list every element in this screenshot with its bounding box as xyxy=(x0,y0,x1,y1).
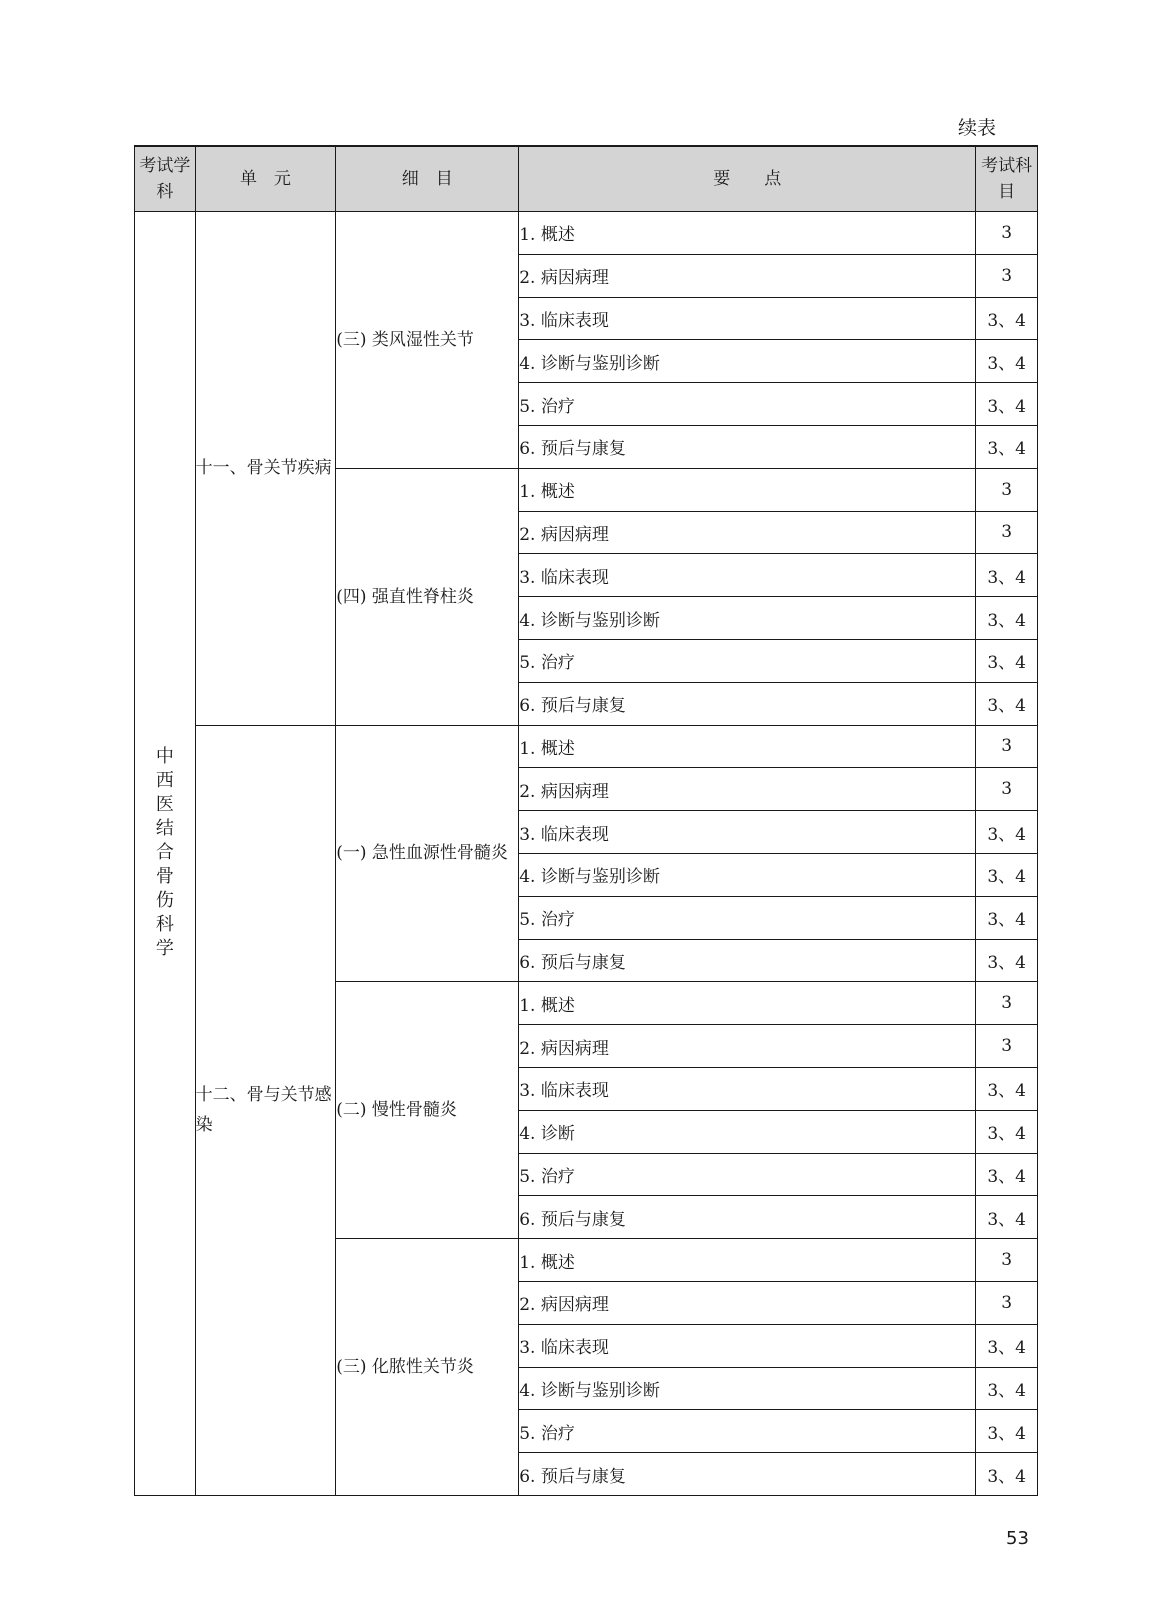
unit-cell: 十二、骨与关节感染 xyxy=(195,725,336,1495)
exam-subject-cell: 3、4 xyxy=(976,340,1038,383)
point-cell: 4. 诊断与鉴别诊断 xyxy=(519,597,976,640)
exam-subject-cell: 3、4 xyxy=(976,425,1038,468)
point-cell: 3. 临床表现 xyxy=(519,554,976,597)
header-detail: 细 目 xyxy=(336,146,519,212)
point-cell: 2. 病因病理 xyxy=(519,254,976,297)
exam-subject-cell: 3、4 xyxy=(976,1153,1038,1196)
subject-name: 中西医结合骨伤科学 xyxy=(155,746,174,960)
point-cell: 2. 病因病理 xyxy=(519,1025,976,1068)
point-cell: 3. 临床表现 xyxy=(519,297,976,340)
header-subject: 考试学科 xyxy=(135,146,196,212)
page-number: 53 xyxy=(1006,1528,1029,1549)
point-cell: 6. 预后与康复 xyxy=(519,682,976,725)
point-cell: 6. 预后与康复 xyxy=(519,425,976,468)
exam-subject-cell: 3、4 xyxy=(976,597,1038,640)
exam-subject-cell: 3 xyxy=(976,254,1038,297)
point-cell: 3. 临床表现 xyxy=(519,1067,976,1110)
point-cell: 2. 病因病理 xyxy=(519,768,976,811)
exam-subject-cell: 3 xyxy=(976,982,1038,1025)
point-cell: 4. 诊断与鉴别诊断 xyxy=(519,853,976,896)
point-cell: 2. 病因病理 xyxy=(519,1281,976,1324)
exam-subject-cell: 3 xyxy=(976,1239,1038,1282)
exam-subject-cell: 3、4 xyxy=(976,639,1038,682)
point-cell: 5. 治疗 xyxy=(519,896,976,939)
point-cell: 5. 治疗 xyxy=(519,383,976,426)
exam-subject-cell: 3、4 xyxy=(976,811,1038,854)
point-cell: 1. 概述 xyxy=(519,725,976,768)
detail-cell: (二) 慢性骨髓炎 xyxy=(336,982,519,1239)
exam-subject-cell: 3、4 xyxy=(976,939,1038,982)
exam-subject-cell: 3 xyxy=(976,1025,1038,1068)
unit-cell: 十一、骨关节疾病 xyxy=(195,212,336,726)
header-unit: 单 元 xyxy=(195,146,336,212)
point-cell: 5. 治疗 xyxy=(519,639,976,682)
point-cell: 3. 临床表现 xyxy=(519,811,976,854)
table-header-row xyxy=(135,146,1038,212)
continued-label: 续表 xyxy=(958,117,997,139)
exam-subject-cell: 3、4 xyxy=(976,1110,1038,1153)
point-cell: 6. 预后与康复 xyxy=(519,1196,976,1239)
table-row xyxy=(135,212,1038,255)
point-cell: 6. 预后与康复 xyxy=(519,939,976,982)
exam-subject-cell: 3、4 xyxy=(976,896,1038,939)
point-cell: 2. 病因病理 xyxy=(519,511,976,554)
point-cell: 5. 治疗 xyxy=(519,1153,976,1196)
point-cell: 4. 诊断 xyxy=(519,1110,976,1153)
exam-subject-cell: 3、4 xyxy=(976,1410,1038,1453)
exam-subject-cell: 3、4 xyxy=(976,383,1038,426)
syllabus-table xyxy=(134,145,1038,1496)
header-point: 要 点 xyxy=(519,146,976,212)
point-cell: 1. 概述 xyxy=(519,982,976,1025)
exam-subject-cell: 3、4 xyxy=(976,1453,1038,1496)
exam-subject-cell: 3、4 xyxy=(976,1196,1038,1239)
exam-subject-cell: 3、4 xyxy=(976,682,1038,725)
detail-cell: (四) 强直性脊柱炎 xyxy=(336,468,519,725)
detail-cell: (三) 化脓性关节炎 xyxy=(336,1239,519,1496)
exam-subject-cell: 3、4 xyxy=(976,554,1038,597)
point-cell: 1. 概述 xyxy=(519,212,976,255)
point-cell: 4. 诊断与鉴别诊断 xyxy=(519,1367,976,1410)
point-cell: 1. 概述 xyxy=(519,468,976,511)
exam-subject-cell: 3 xyxy=(976,768,1038,811)
exam-subject-cell: 3、4 xyxy=(976,1367,1038,1410)
table-body xyxy=(135,212,1038,1496)
detail-cell: (三) 类风湿性关节 xyxy=(336,212,519,469)
subject-cell xyxy=(135,212,196,1496)
exam-subject-cell: 3 xyxy=(976,1281,1038,1324)
exam-subject-cell: 3、4 xyxy=(976,1324,1038,1367)
exam-subject-cell: 3 xyxy=(976,212,1038,255)
exam-subject-cell: 3 xyxy=(976,511,1038,554)
point-cell: 1. 概述 xyxy=(519,1239,976,1282)
table-row xyxy=(135,725,1038,768)
exam-subject-cell: 3、4 xyxy=(976,297,1038,340)
header-exam-subject: 考试科目 xyxy=(976,146,1038,212)
point-cell: 4. 诊断与鉴别诊断 xyxy=(519,340,976,383)
point-cell: 6. 预后与康复 xyxy=(519,1453,976,1496)
exam-subject-cell: 3 xyxy=(976,468,1038,511)
detail-cell: (一) 急性血源性骨髓炎 xyxy=(336,725,519,982)
point-cell: 5. 治疗 xyxy=(519,1410,976,1453)
exam-subject-cell: 3 xyxy=(976,725,1038,768)
exam-subject-cell: 3、4 xyxy=(976,853,1038,896)
exam-subject-cell: 3、4 xyxy=(976,1067,1038,1110)
point-cell: 3. 临床表现 xyxy=(519,1324,976,1367)
